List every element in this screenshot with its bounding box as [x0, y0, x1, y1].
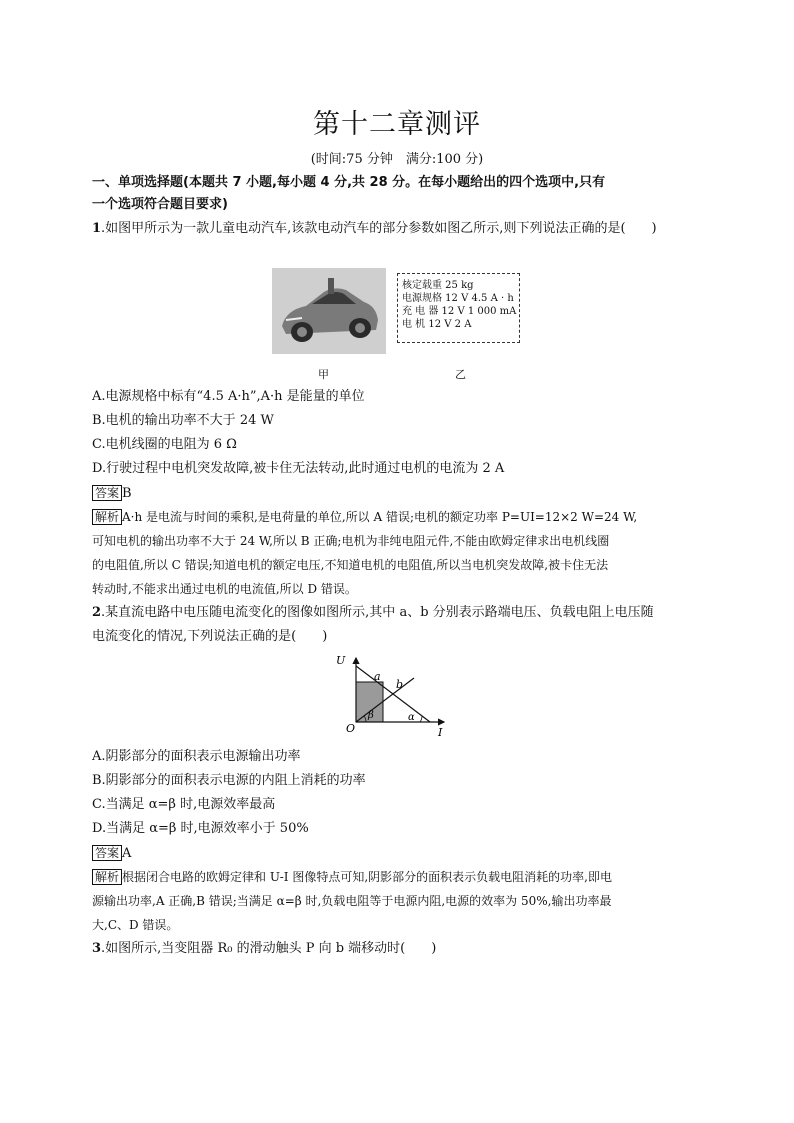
explanation-line: 可知电机的输出功率不大于 24 W,所以 B 正确;电机为非纯电阻元件,不能由欧姆定律求出电机线圈 [92, 534, 610, 548]
option-b: B.阴影部分的面积表示电源的内阻上消耗的功率 [92, 773, 366, 788]
car-photo [272, 268, 386, 354]
spec-row: 充 电 器 12 V 1 000 mA [402, 306, 517, 317]
question-text: .某直流电路中电压随电流变化的图像如图所示,其中 a、b 分别表示路端电压、负载电阻上电压随 [101, 605, 654, 620]
option-d: D.行驶过程中电机突发故障,被卡住无法转动,此时通过电机的电流为 2 A [92, 461, 505, 476]
question-number: 3 [92, 941, 102, 956]
explanation-tag: 解析 [92, 509, 122, 525]
explanation-tag: 解析 [92, 869, 122, 885]
answer-line [92, 481, 704, 506]
section-heading-cont: 一个选项符合题目要求) [92, 197, 228, 212]
option-b: B.电机的输出功率不大于 24 W [92, 413, 274, 428]
answer-tag: 答案 [92, 845, 122, 861]
explanation-line: 转动时,不能求出通过电机的电流值,所以 D 错误。 [92, 582, 357, 596]
question-3-stem [92, 937, 704, 961]
angle-label-alpha: α [408, 712, 415, 723]
question-text: .如图所示,当变阻器 R₀ 的滑动触头 P 向 b 端移动时( ) [101, 941, 437, 956]
section-heading: 一、单项选择题(本题共 7 小题,每小题 4 分,共 28 分。在每小题给出的四个选项中,只有 [92, 175, 606, 190]
answer-value: B [122, 486, 132, 501]
explanation-line: 的电阻值,所以 C 错误;知道电机的额定电压,不知道电机的电阻值,所以当电机突发故障,被卡住无法 [92, 558, 609, 572]
spec-row: 核定载重 25 kg [402, 280, 474, 291]
option-c: C.电机线圈的电阻为 6 Ω [92, 437, 237, 452]
explanation-text: A·h 是电流与时间的乘积,是电荷量的单位,所以 A 错误;电机的额定功率 P=UI=12×2 W=24 W, [122, 510, 638, 524]
spec-row: 电 机 12 V 2 A [402, 319, 472, 330]
explanation-line [92, 505, 704, 529]
question-text: .如图甲所示为一款儿童电动汽车,该款电动汽车的部分参数如图乙所示,则下列说法正确的是( ) [101, 221, 657, 236]
answer-value: A [122, 846, 132, 861]
answer-tag: 答案 [92, 485, 122, 501]
line-label-b: b [396, 678, 404, 691]
angle-label-beta: β [368, 710, 374, 721]
explanation-line [92, 865, 704, 889]
page-subtitle: (时间:75 分钟 满分:100 分) [310, 152, 484, 167]
explanation-line: 大,C、D 错误。 [92, 918, 179, 932]
spec-row: 电源规格 12 V 4.5 A · h [402, 293, 514, 304]
question-number: 2 [92, 605, 102, 620]
question-1-stem [92, 217, 704, 241]
answer-line [92, 841, 704, 866]
option-a: A.电源规格中标有“4.5 A·h”,A·h 是能量的单位 [92, 389, 365, 404]
origin-label: O [346, 722, 356, 735]
explanation-line: 源输出功率,A 正确,B 错误;当满足 α=β 时,负载电阻等于电源内阻,电源的效率为 50%,输出功率最 [92, 894, 612, 908]
page-title: 第十二章测评 [313, 109, 481, 140]
option-c: C.当满足 α=β 时,电源效率最高 [92, 797, 276, 812]
option-a: A.阴影部分的面积表示电源输出功率 [92, 749, 301, 764]
figure-caption-yi: 乙 [455, 368, 466, 381]
axis-label-u: U [336, 654, 346, 667]
figure-caption-jia: 甲 [318, 368, 329, 381]
question-2-stem-cont: 电流变化的情况,下列说法正确的是( ) [92, 629, 328, 644]
u-i-graph-svg [330, 654, 460, 740]
option-d: D.当满足 α=β 时,电源效率小于 50% [92, 821, 309, 836]
u-i-graph [330, 654, 460, 740]
axis-label-i: I [438, 726, 443, 739]
explanation-text: 根据闭合电路的欧姆定律和 U-I 图像特点可知,阴影部分的面积表示负载电阻消耗的功率,即电 [122, 870, 612, 884]
spec-table [397, 273, 520, 343]
line-label-a: a [374, 670, 381, 683]
question-number: 1 [92, 221, 102, 236]
electric-car-icon [272, 268, 386, 354]
question-2-stem [92, 601, 704, 625]
